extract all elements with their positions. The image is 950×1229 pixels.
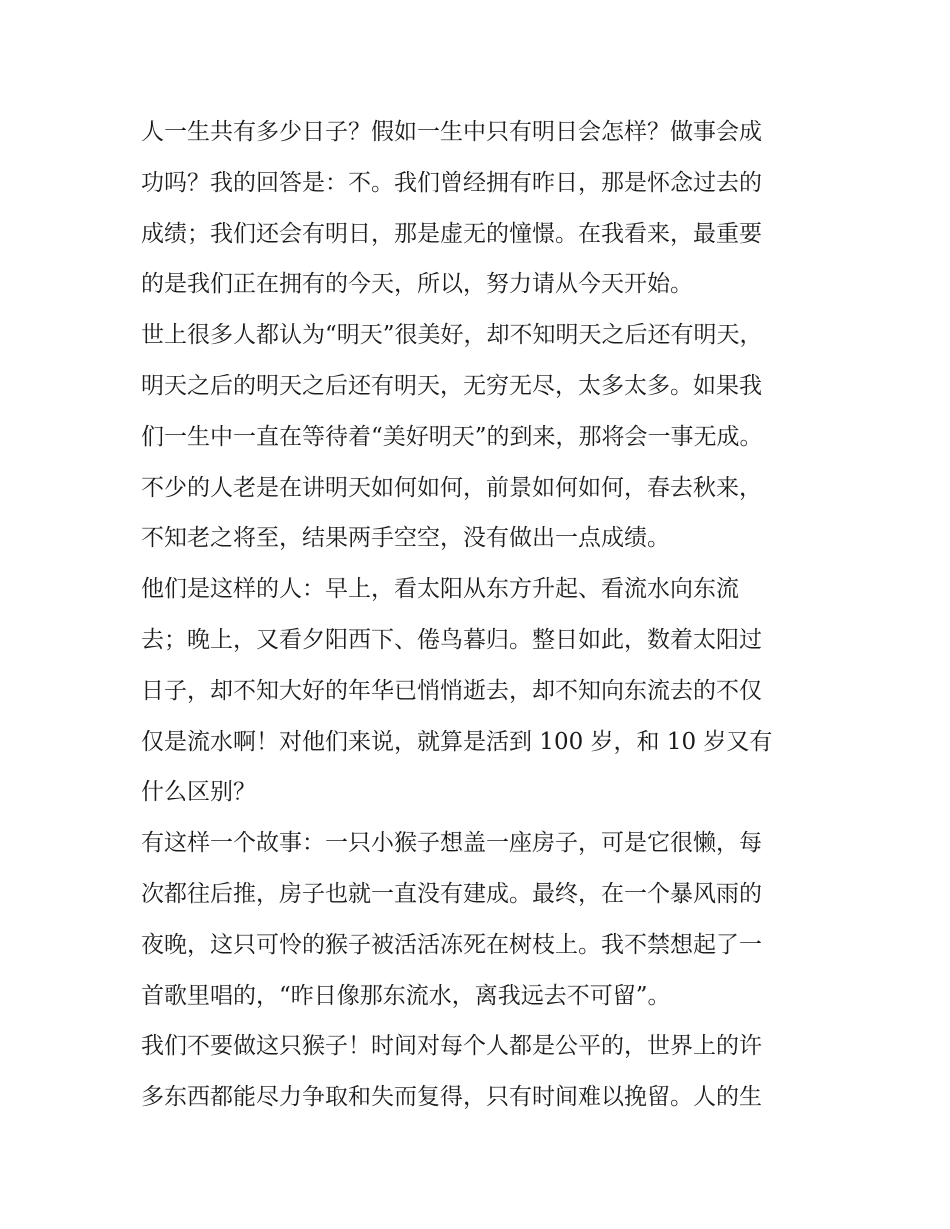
text-line: 他们是这样的人：早上，看太阳从东方升起、看流水向东流 bbox=[141, 576, 739, 603]
text-line: 日子，却不知大好的年华已悄悄逝去，却不知向东流去的不仅 bbox=[141, 677, 762, 704]
text-line: 世上很多人都认为“明天”很美好，却不知明天之后还有明天， bbox=[141, 322, 763, 349]
text-line: 人一生共有多少日子？假如一生中只有明日会怎样？做事会成 bbox=[141, 119, 762, 145]
text-line: 多东西都能尽力争取和失而复得，只有时间难以挽留。人的生 bbox=[141, 1084, 762, 1111]
text-line: 不少的人老是在讲明天如何如何，前景如何如何，春去秋来， bbox=[141, 474, 762, 501]
text-line: 明天之后的明天之后还有明天，无穷无尽，太多太多。如果我 bbox=[141, 372, 762, 399]
text-line: 去；晚上，又看夕阳西下、倦鸟暮归。整日如此，数着太阳过 bbox=[141, 626, 762, 653]
text-line: 有这样一个故事：一只小猴子想盖一座房子，可是它很懒，每 bbox=[141, 830, 762, 857]
text-line: 的是我们正在拥有的今天，所以，努力请从今天开始。 bbox=[141, 271, 693, 298]
text-line: 夜晚，这只可怜的猴子被活活冻死在树枝上。我不禁想起了一 bbox=[141, 931, 762, 958]
text-line: 功吗？我的回答是：不。我们曾经拥有昨日，那是怀念过去的 bbox=[141, 169, 762, 196]
text-line: 次都往后推，房子也就一直没有建成。最终，在一个暴风雨的 bbox=[141, 880, 762, 907]
text-line: 成绩；我们还会有明日，那是虚无的憧憬。在我看来，最重要 bbox=[141, 220, 762, 247]
text-line: 们一生中一直在等待着“美好明天”的到来，那将会一事无成。 bbox=[141, 423, 763, 450]
text-line: 什么区别？ bbox=[141, 779, 256, 806]
text-line: 首歌里唱的，“昨日像那东流水，离我远去不可留”。 bbox=[141, 982, 671, 1009]
text-line: 我们不要做这只猴子！时间对每个人都是公平的，世界上的许 bbox=[141, 1033, 762, 1060]
body-text bbox=[141, 107, 813, 1123]
text-line: 仅是流水啊！对他们来说，就算是活到 100 岁，和 10 岁又有 bbox=[141, 728, 773, 755]
text-line: 不知老之将至，结果两手空空，没有做出一点成绩。 bbox=[141, 525, 670, 552]
